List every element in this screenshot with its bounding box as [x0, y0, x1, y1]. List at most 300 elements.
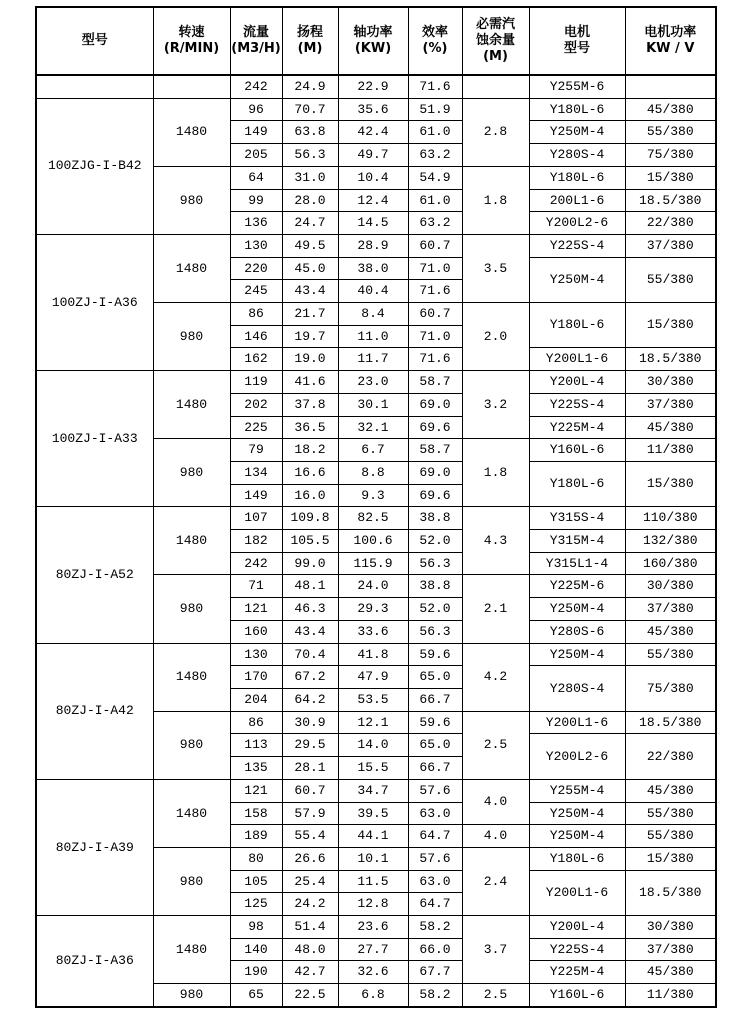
head-cell: 109.8	[282, 507, 338, 530]
efficiency-cell: 65.0	[408, 666, 462, 689]
motor-model-cell: Y225M-4	[529, 416, 625, 439]
efficiency-cell: 56.3	[408, 552, 462, 575]
model-cell: 80ZJ-I-A36	[36, 916, 153, 1007]
motor-model-cell: Y225S-4	[529, 393, 625, 416]
header-efficiency	[408, 7, 462, 75]
shaft-power-cell: 42.4	[338, 121, 408, 144]
speed-cell: 1480	[153, 371, 230, 439]
flow-cell: 136	[230, 212, 282, 235]
efficiency-cell: 59.6	[408, 711, 462, 734]
flow-cell: 202	[230, 393, 282, 416]
shaft-power-cell: 29.3	[338, 598, 408, 621]
npsh-cell: 4.2	[462, 643, 529, 711]
shaft-power-cell: 11.0	[338, 325, 408, 348]
shaft-power-cell: 23.6	[338, 916, 408, 939]
header-line: 必需汽	[475, 17, 515, 32]
model-cell: 100ZJ-I-A33	[36, 371, 153, 507]
motor-power-cell: 30/380	[625, 371, 716, 394]
motor-model-cell: Y225S-4	[529, 938, 625, 961]
flow-cell: 121	[230, 779, 282, 802]
motor-power-cell: 18.5/380	[625, 870, 716, 915]
head-cell: 56.3	[282, 144, 338, 167]
header-line: (KW)	[354, 41, 392, 56]
motor-model-cell: Y280S-4	[529, 666, 625, 711]
motor-power-cell: 45/380	[625, 98, 716, 121]
flow-cell: 160	[230, 620, 282, 643]
efficiency-cell: 57.6	[408, 847, 462, 870]
speed-cell: 980	[153, 439, 230, 507]
head-cell: 36.5	[282, 416, 338, 439]
motor-power-cell: 55/380	[625, 257, 716, 302]
motor-model-cell: Y315M-4	[529, 530, 625, 553]
head-cell: 29.5	[282, 734, 338, 757]
motor-model-cell: Y250M-4	[529, 598, 625, 621]
motor-model-cell: Y180L-6	[529, 847, 625, 870]
motor-power-cell: 30/380	[625, 575, 716, 598]
efficiency-cell: 57.6	[408, 779, 462, 802]
motor-model-cell: Y280S-4	[529, 144, 625, 167]
head-cell: 70.4	[282, 643, 338, 666]
motor-model-cell: Y200L2-6	[529, 734, 625, 779]
flow-cell: 205	[230, 144, 282, 167]
head-cell: 55.4	[282, 825, 338, 848]
head-cell: 60.7	[282, 779, 338, 802]
header-line: 流量	[242, 25, 269, 40]
npsh-cell: 1.8	[462, 439, 529, 507]
npsh-cell: 4.0	[462, 825, 529, 848]
head-cell: 19.0	[282, 348, 338, 371]
header-row	[36, 7, 716, 75]
head-cell: 22.5	[282, 984, 338, 1007]
efficiency-cell: 54.9	[408, 166, 462, 189]
shaft-power-cell: 47.9	[338, 666, 408, 689]
shaft-power-cell: 32.1	[338, 416, 408, 439]
motor-power-cell: 15/380	[625, 166, 716, 189]
model-cell	[36, 75, 153, 98]
motor-model-cell: Y180L-6	[529, 166, 625, 189]
head-cell: 51.4	[282, 916, 338, 939]
flow-cell: 130	[230, 234, 282, 257]
motor-model-cell: Y225M-4	[529, 961, 625, 984]
motor-power-cell: 55/380	[625, 802, 716, 825]
flow-cell: 96	[230, 98, 282, 121]
motor-power-cell: 37/380	[625, 938, 716, 961]
header-flow	[230, 7, 282, 75]
motor-model-cell: Y180L-6	[529, 98, 625, 121]
shaft-power-cell: 6.7	[338, 439, 408, 462]
shaft-power-cell: 33.6	[338, 620, 408, 643]
motor-model-cell: Y250M-4	[529, 121, 625, 144]
npsh-cell: 3.5	[462, 234, 529, 302]
shaft-power-cell: 11.5	[338, 870, 408, 893]
shaft-power-cell: 41.8	[338, 643, 408, 666]
motor-model-cell: Y315S-4	[529, 507, 625, 530]
head-cell: 16.0	[282, 484, 338, 507]
flow-cell: 182	[230, 530, 282, 553]
header-line: 效率	[421, 25, 448, 40]
model-cell: 100ZJ-I-A36	[36, 234, 153, 370]
efficiency-cell: 61.0	[408, 121, 462, 144]
head-cell: 57.9	[282, 802, 338, 825]
header-line: (M)	[483, 49, 508, 64]
npsh-cell: 1.8	[462, 166, 529, 234]
efficiency-cell: 71.6	[408, 280, 462, 303]
motor-power-cell: 75/380	[625, 666, 716, 711]
motor-power-cell: 45/380	[625, 416, 716, 439]
motor-power-cell: 45/380	[625, 620, 716, 643]
motor-power-cell: 22/380	[625, 212, 716, 235]
speed-cell: 1480	[153, 98, 230, 166]
motor-power-cell: 45/380	[625, 779, 716, 802]
head-cell: 46.3	[282, 598, 338, 621]
flow-cell: 204	[230, 688, 282, 711]
flow-cell: 190	[230, 961, 282, 984]
head-cell: 24.9	[282, 75, 338, 98]
npsh-cell: 3.7	[462, 916, 529, 984]
efficiency-cell: 51.9	[408, 98, 462, 121]
npsh-cell: 4.3	[462, 507, 529, 575]
motor-power-cell: 15/380	[625, 847, 716, 870]
motor-power-cell: 75/380	[625, 144, 716, 167]
header-shaft-power	[338, 7, 408, 75]
header-line: 轴功率	[353, 25, 393, 40]
speed-cell: 980	[153, 303, 230, 371]
flow-cell: 113	[230, 734, 282, 757]
shaft-power-cell: 53.5	[338, 688, 408, 711]
speed-cell: 980	[153, 575, 230, 643]
flow-cell: 149	[230, 484, 282, 507]
motor-model-cell: Y225S-4	[529, 234, 625, 257]
speed-cell: 1480	[153, 916, 230, 984]
flow-cell: 130	[230, 643, 282, 666]
header-speed	[153, 7, 230, 75]
shaft-power-cell: 10.1	[338, 847, 408, 870]
head-cell: 24.7	[282, 212, 338, 235]
head-cell: 19.7	[282, 325, 338, 348]
head-cell: 67.2	[282, 666, 338, 689]
head-cell: 42.7	[282, 961, 338, 984]
motor-model-cell: Y250M-4	[529, 825, 625, 848]
flow-cell: 134	[230, 461, 282, 484]
efficiency-cell: 63.0	[408, 802, 462, 825]
shaft-power-cell: 35.6	[338, 98, 408, 121]
shaft-power-cell: 39.5	[338, 802, 408, 825]
shaft-power-cell: 49.7	[338, 144, 408, 167]
efficiency-cell: 67.7	[408, 961, 462, 984]
npsh-cell: 2.5	[462, 984, 529, 1007]
motor-power-cell: 22/380	[625, 734, 716, 779]
npsh-cell: 3.2	[462, 371, 529, 439]
shaft-power-cell: 82.5	[338, 507, 408, 530]
header-line: 扬程	[296, 25, 323, 40]
shaft-power-cell: 14.5	[338, 212, 408, 235]
motor-model-cell: Y250M-4	[529, 643, 625, 666]
motor-model-cell: Y200L2-6	[529, 212, 625, 235]
flow-cell: 242	[230, 75, 282, 98]
flow-cell: 225	[230, 416, 282, 439]
npsh-cell	[462, 75, 529, 98]
head-cell: 25.4	[282, 870, 338, 893]
flow-cell: 107	[230, 507, 282, 530]
header-motor-model	[529, 7, 625, 75]
head-cell: 70.7	[282, 98, 338, 121]
shaft-power-cell: 9.3	[338, 484, 408, 507]
motor-power-cell: 132/380	[625, 530, 716, 553]
head-cell: 41.6	[282, 371, 338, 394]
table-row	[36, 916, 716, 939]
efficiency-cell: 60.7	[408, 234, 462, 257]
shaft-power-cell: 12.8	[338, 893, 408, 916]
shaft-power-cell: 14.0	[338, 734, 408, 757]
shaft-power-cell: 8.8	[338, 461, 408, 484]
head-cell: 18.2	[282, 439, 338, 462]
efficiency-cell: 58.2	[408, 916, 462, 939]
speed-cell: 980	[153, 847, 230, 915]
shaft-power-cell: 12.4	[338, 189, 408, 212]
table-row	[36, 643, 716, 666]
header-motor-power	[625, 7, 716, 75]
motor-model-cell: Y200L1-6	[529, 348, 625, 371]
efficiency-cell: 69.6	[408, 484, 462, 507]
table-body	[36, 75, 716, 1007]
motor-power-cell: 37/380	[625, 234, 716, 257]
shaft-power-cell: 34.7	[338, 779, 408, 802]
npsh-cell: 2.8	[462, 98, 529, 166]
motor-power-cell: 37/380	[625, 598, 716, 621]
motor-power-cell: 110/380	[625, 507, 716, 530]
npsh-cell: 2.5	[462, 711, 529, 779]
npsh-cell: 4.0	[462, 779, 529, 824]
flow-cell: 98	[230, 916, 282, 939]
shaft-power-cell: 22.9	[338, 75, 408, 98]
motor-model-cell: 200L1-6	[529, 189, 625, 212]
header-line: (M)	[297, 41, 323, 56]
motor-power-cell: 11/380	[625, 439, 716, 462]
shaft-power-cell: 30.1	[338, 393, 408, 416]
efficiency-cell: 61.0	[408, 189, 462, 212]
motor-power-cell: 18.5/380	[625, 189, 716, 212]
head-cell: 28.0	[282, 189, 338, 212]
shaft-power-cell: 11.7	[338, 348, 408, 371]
table-row	[36, 234, 716, 257]
motor-power-cell: 15/380	[625, 461, 716, 506]
motor-power-cell: 55/380	[625, 643, 716, 666]
efficiency-cell: 60.7	[408, 303, 462, 326]
speed-cell: 1480	[153, 234, 230, 302]
table-row	[36, 507, 716, 530]
header-line: (%)	[422, 41, 448, 56]
speed-cell: 980	[153, 166, 230, 234]
motor-model-cell: Y250M-4	[529, 802, 625, 825]
head-cell: 43.4	[282, 280, 338, 303]
motor-model-cell: Y160L-6	[529, 439, 625, 462]
speed-cell: 1480	[153, 779, 230, 847]
motor-power-cell	[625, 75, 716, 98]
model-cell: 80ZJ-I-A52	[36, 507, 153, 643]
motor-power-cell: 37/380	[625, 393, 716, 416]
flow-cell: 158	[230, 802, 282, 825]
flow-cell: 242	[230, 552, 282, 575]
flow-cell: 220	[230, 257, 282, 280]
header-line: 转速	[178, 25, 205, 40]
flow-cell: 140	[230, 938, 282, 961]
head-cell: 48.0	[282, 938, 338, 961]
shaft-power-cell: 6.8	[338, 984, 408, 1007]
head-cell: 26.6	[282, 847, 338, 870]
motor-model-cell: Y160L-6	[529, 984, 625, 1007]
flow-cell: 64	[230, 166, 282, 189]
npsh-cell: 2.4	[462, 847, 529, 915]
head-cell: 64.2	[282, 688, 338, 711]
header-line: (R/MIN)	[163, 41, 220, 56]
speed-cell: 1480	[153, 643, 230, 711]
motor-power-cell: 55/380	[625, 121, 716, 144]
flow-cell: 189	[230, 825, 282, 848]
motor-model-cell: Y180L-6	[529, 303, 625, 348]
efficiency-cell: 58.7	[408, 439, 462, 462]
efficiency-cell: 65.0	[408, 734, 462, 757]
head-cell: 21.7	[282, 303, 338, 326]
pump-spec-table	[35, 6, 717, 1008]
npsh-cell: 2.0	[462, 303, 529, 371]
motor-model-cell: Y200L1-6	[529, 711, 625, 734]
shaft-power-cell: 15.5	[338, 757, 408, 780]
motor-power-cell: 30/380	[625, 916, 716, 939]
head-cell: 37.8	[282, 393, 338, 416]
efficiency-cell: 66.7	[408, 757, 462, 780]
head-cell: 49.5	[282, 234, 338, 257]
flow-cell: 121	[230, 598, 282, 621]
motor-model-cell: Y250M-4	[529, 257, 625, 302]
efficiency-cell: 63.2	[408, 212, 462, 235]
flow-cell: 99	[230, 189, 282, 212]
motor-model-cell: Y200L1-6	[529, 870, 625, 915]
efficiency-cell: 66.0	[408, 938, 462, 961]
flow-cell: 71	[230, 575, 282, 598]
table-row	[36, 779, 716, 802]
efficiency-cell: 63.0	[408, 870, 462, 893]
efficiency-cell: 64.7	[408, 825, 462, 848]
motor-power-cell: 18.5/380	[625, 348, 716, 371]
shaft-power-cell: 24.0	[338, 575, 408, 598]
head-cell: 43.4	[282, 620, 338, 643]
speed-cell	[153, 75, 230, 98]
shaft-power-cell: 38.0	[338, 257, 408, 280]
header-head	[282, 7, 338, 75]
efficiency-cell: 38.8	[408, 507, 462, 530]
flow-cell: 80	[230, 847, 282, 870]
shaft-power-cell: 8.4	[338, 303, 408, 326]
table-row	[36, 75, 716, 98]
efficiency-cell: 71.6	[408, 75, 462, 98]
header-line: KW / V	[646, 41, 695, 56]
table-row	[36, 98, 716, 121]
header-line: 型号	[81, 33, 108, 48]
shaft-power-cell: 27.7	[338, 938, 408, 961]
motor-model-cell: Y280S-6	[529, 620, 625, 643]
efficiency-cell: 63.2	[408, 144, 462, 167]
efficiency-cell: 52.0	[408, 598, 462, 621]
shaft-power-cell: 23.0	[338, 371, 408, 394]
flow-cell: 135	[230, 757, 282, 780]
flow-cell: 149	[230, 121, 282, 144]
head-cell: 30.9	[282, 711, 338, 734]
speed-cell: 980	[153, 711, 230, 779]
head-cell: 48.1	[282, 575, 338, 598]
motor-power-cell: 55/380	[625, 825, 716, 848]
head-cell: 63.8	[282, 121, 338, 144]
head-cell: 24.2	[282, 893, 338, 916]
flow-cell: 79	[230, 439, 282, 462]
flow-cell: 245	[230, 280, 282, 303]
npsh-cell: 2.1	[462, 575, 529, 643]
header-line: 型号	[563, 41, 590, 56]
motor-model-cell: Y200L-4	[529, 371, 625, 394]
efficiency-cell: 69.6	[408, 416, 462, 439]
shaft-power-cell: 28.9	[338, 234, 408, 257]
head-cell: 45.0	[282, 257, 338, 280]
flow-cell: 146	[230, 325, 282, 348]
efficiency-cell: 71.0	[408, 257, 462, 280]
header-npsh	[462, 7, 529, 75]
header-line: 电机功率	[644, 25, 697, 40]
motor-power-cell: 160/380	[625, 552, 716, 575]
header-line: 蚀余量	[475, 33, 515, 48]
head-cell: 28.1	[282, 757, 338, 780]
motor-model-cell: Y180L-6	[529, 461, 625, 506]
shaft-power-cell: 40.4	[338, 280, 408, 303]
motor-model-cell: Y225M-6	[529, 575, 625, 598]
model-cell: 80ZJ-I-A39	[36, 779, 153, 915]
header-line: (M3/H)	[231, 41, 281, 56]
efficiency-cell: 69.0	[408, 393, 462, 416]
flow-cell: 86	[230, 303, 282, 326]
flow-cell: 86	[230, 711, 282, 734]
efficiency-cell: 66.7	[408, 688, 462, 711]
header-model	[36, 7, 153, 75]
efficiency-cell: 59.6	[408, 643, 462, 666]
efficiency-cell: 58.2	[408, 984, 462, 1007]
flow-cell: 65	[230, 984, 282, 1007]
motor-model-cell: Y200L-4	[529, 916, 625, 939]
efficiency-cell: 69.0	[408, 461, 462, 484]
flow-cell: 170	[230, 666, 282, 689]
flow-cell: 162	[230, 348, 282, 371]
motor-power-cell: 18.5/380	[625, 711, 716, 734]
shaft-power-cell: 10.4	[338, 166, 408, 189]
speed-cell: 980	[153, 984, 230, 1007]
motor-power-cell: 15/380	[625, 303, 716, 348]
head-cell: 99.0	[282, 552, 338, 575]
head-cell: 105.5	[282, 530, 338, 553]
motor-model-cell: Y255M-4	[529, 779, 625, 802]
flow-cell: 119	[230, 371, 282, 394]
shaft-power-cell: 12.1	[338, 711, 408, 734]
shaft-power-cell: 32.6	[338, 961, 408, 984]
motor-power-cell: 11/380	[625, 984, 716, 1007]
efficiency-cell: 38.8	[408, 575, 462, 598]
shaft-power-cell: 100.6	[338, 530, 408, 553]
motor-model-cell: Y255M-6	[529, 75, 625, 98]
efficiency-cell: 64.7	[408, 893, 462, 916]
speed-cell: 1480	[153, 507, 230, 575]
flow-cell: 105	[230, 870, 282, 893]
shaft-power-cell: 44.1	[338, 825, 408, 848]
head-cell: 31.0	[282, 166, 338, 189]
efficiency-cell: 71.0	[408, 325, 462, 348]
model-cell: 100ZJG-I-B42	[36, 98, 153, 234]
efficiency-cell: 71.6	[408, 348, 462, 371]
